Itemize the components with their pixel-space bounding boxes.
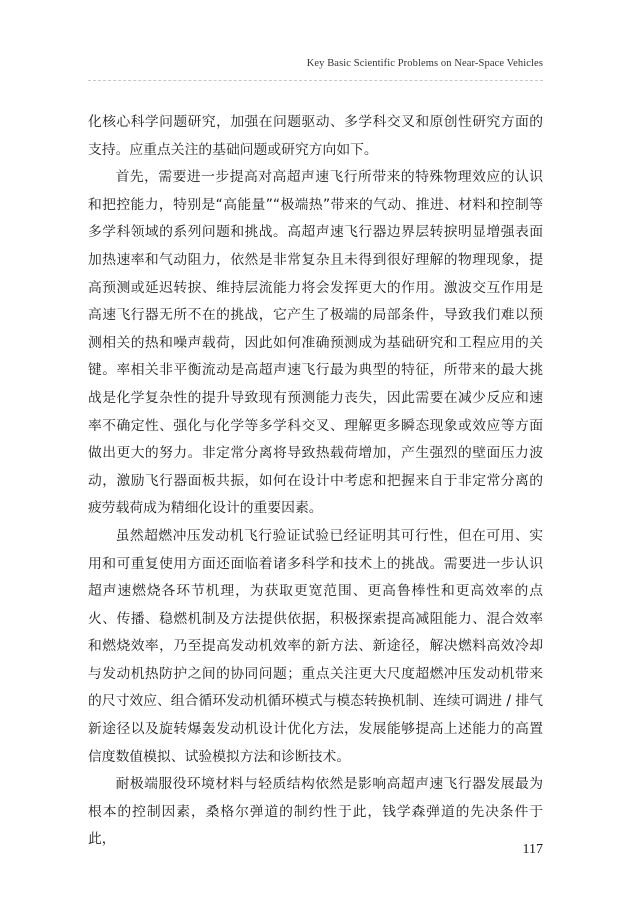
page-number: 117 xyxy=(522,842,543,857)
paragraph-hypersonic-physics: 首先，需要进一步提高对高超声速飞行所带来的特殊物理效应的认识和把控能力，特别是“高能量”“极端热”带来的气动、推进、材料和控制等多学科领域的系列问题和挑战。高超声速飞行器边界层转捩明显增强表面加热速率和气动阻力，依然是非常复杂且未得到很好理解的物理现象，提高预测或延迟转捩、维持层流能力将会发挥更大的作用。激波交互作用是高速飞行器无所不在的挑战，它产生了极端的局部条件，导致我们难以预测相关的热和噪声载荷，因此如何准确预测成为基础研究和工程应用的关键。率相关非平衡流动是高超声速飞行最为典型的特征，所带来的最大挑战是化学复杂性的提升导致现有预测能力丧失，因此需要在减少反应和速率不确定性、强化与化学等多学科交叉、理解更多瞬态现象或效应等方面做出更大的努力。非定常分离将导致热载荷增加，产生强烈的壁面压力波动，激励飞行器面板共振，如何在设计中考虑和把握来自于非定常分离的疲劳载荷成为精细化设计的重要因素。 xyxy=(88,169,543,517)
paragraph-continued: 化核心科学问题研究，加强在问题驱动、多学科交叉和原创性研究方面的支持。应重点关注的基础问题或研究方向如下。 xyxy=(88,114,543,158)
running-header: Key Basic Scientific Problems on Near-Space Vehicles xyxy=(306,58,543,69)
header-divider xyxy=(88,80,543,81)
paragraph-scramjet: 虽然超燃冲压发动机飞行验证试验已经证明其可行性，但在可用、实用和可重复使用方面还面临着诸多科学和技术上的挑战。需要进一步认识超声速燃烧各环节机理，为获取更宽范围、更高鲁棒性和更高效率的点火、传播、稳燃机制及方法提供依据，积极探索提高减阻能力、混合效率和燃烧效率，乃至提高发动机效率的新方法、新途径，解决燃料高效冷却与发动机热防护之间的协同问题；重点关注更大尺度超燃冲压发动机带来的尺寸效应、组合循环发动机循环模式与模态转换机制、连续可调进 / 排气新途径以及旋转爆轰发动机设计优化方法，发展能够提高上述能力的高置信度数值模拟、试验模拟方法和诊断技术。 xyxy=(88,527,543,765)
paragraph-materials: 耐极端服役环境材料与轻质结构依然是影响高超声速飞行器发展最为根本的控制因素，桑格尔弹道的制约性于此，钱学森弹道的先决条件于此， xyxy=(88,776,543,848)
body-text xyxy=(88,109,543,854)
